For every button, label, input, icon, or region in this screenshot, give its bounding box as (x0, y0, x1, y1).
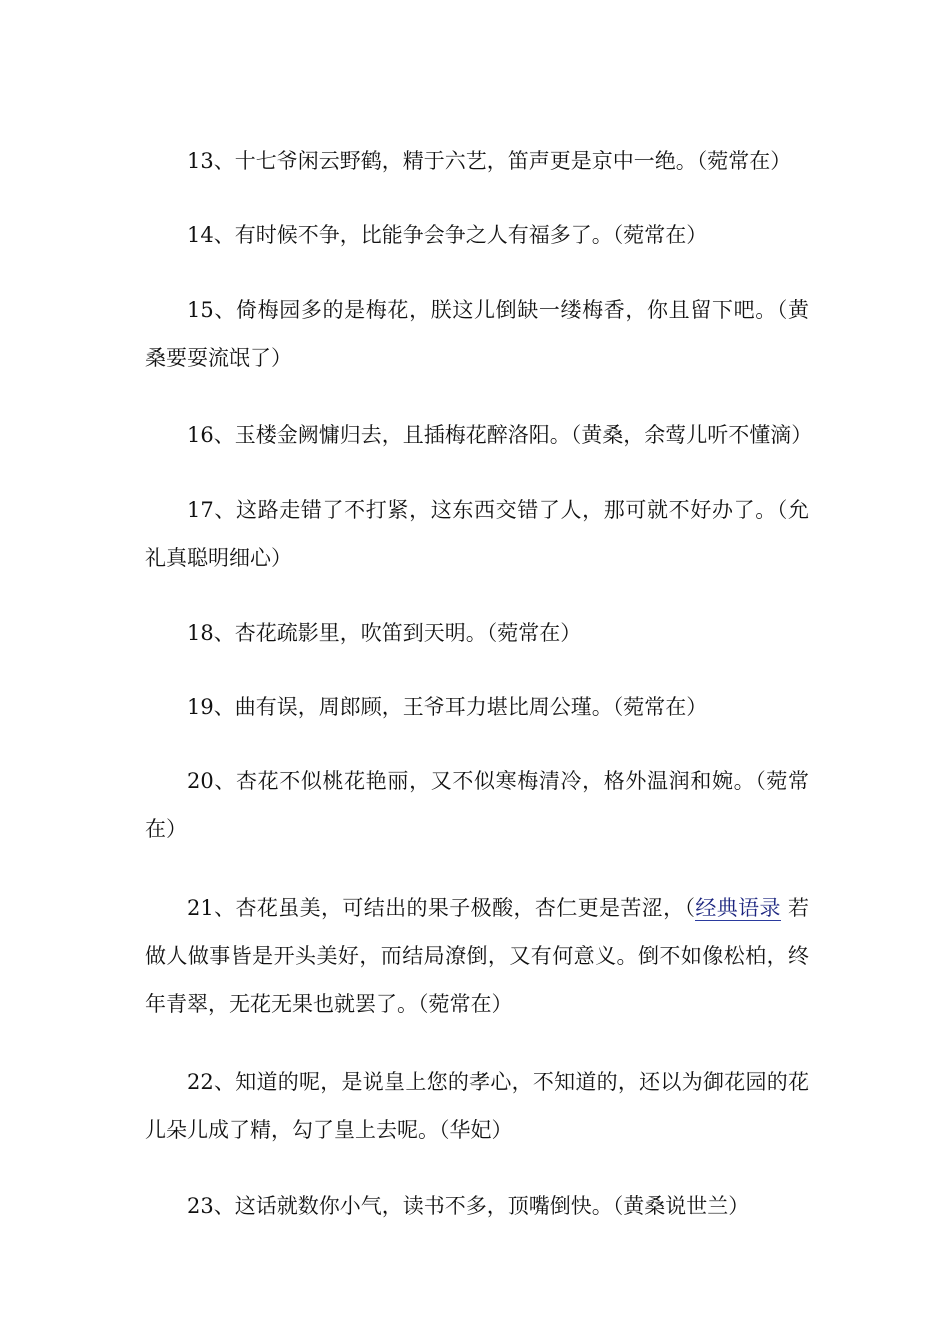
quote-21-rest: 若做人做事皆是开头美好，而结局潦倒，又有何意义。倒不如像松柏，终年青翠，无花无果也就罢了。（菀常在） (145, 896, 809, 1016)
classic-quotes-link[interactable]: 经典语录 (695, 896, 781, 920)
quote-19: 19、曲有误，周郎顾，王爷耳力堪比周公瑾。（菀常在） (187, 695, 708, 719)
quote-17: 17、这路走错了不打紧，这东西交错了人，那可就不好办了。（允礼真聪明细心） (145, 498, 809, 570)
quote-21 (145, 884, 809, 1028)
quote-13: 13、十七爷闲云野鹤，精于六艺，笛声更是京中一绝。（菀常在） (187, 149, 792, 173)
quote-14: 14、有时候不争，比能争会争之人有福多了。（菀常在） (187, 223, 708, 247)
quote-23: 23、这话就数你小气，读书不多，顶嘴倒快。（黄桑说世兰） (187, 1194, 750, 1218)
quote-20: 20、杏花不似桃花艳丽，又不似寒梅清冷，格外温润和婉。（菀常在） (145, 769, 809, 841)
quote-15: 15、倚梅园多的是梅花，朕这儿倒缺一缕梅香，你且留下吧。（黄桑要耍流氓了） (145, 298, 809, 370)
quote-18: 18、杏花疏影里，吹笛到天明。（菀常在） (187, 621, 582, 645)
quote-16: 16、玉楼金阙慵归去，且插梅花醉洛阳。（黄桑，余莺儿听不懂滴） (187, 423, 813, 447)
quote-21-start: 21、杏花虽美，可结出的果子极酸，杏仁更是苦涩，（ (187, 896, 696, 920)
quote-22: 22、知道的呢，是说皇上您的孝心，不知道的，还以为御花园的花儿朵儿成了精，勾了皇上去呢。（华妃） (145, 1070, 809, 1142)
